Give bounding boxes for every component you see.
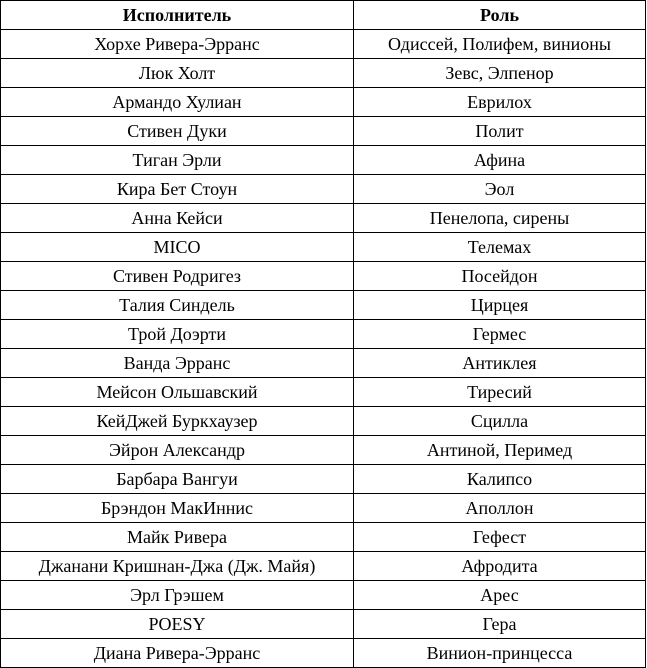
table-row (1, 581, 646, 610)
role-cell: Афина (354, 146, 646, 175)
table-row (1, 320, 646, 349)
role-cell: Антиклея (354, 349, 646, 378)
table-row (1, 523, 646, 552)
table-row (1, 610, 646, 639)
performer-cell: Эрл Грэшем (1, 581, 354, 610)
table-row (1, 233, 646, 262)
performer-cell: MICO (1, 233, 354, 262)
performer-cell: Анна Кейси (1, 204, 354, 233)
performer-cell: Майк Ривера (1, 523, 354, 552)
performer-cell: Трой Доэрти (1, 320, 354, 349)
performer-cell: Люк Холт (1, 59, 354, 88)
table-row (1, 262, 646, 291)
role-cell: Винион-принцесса (354, 639, 646, 668)
performer-cell: КейДжей Буркхаузер (1, 407, 354, 436)
table-header (1, 1, 646, 30)
role-cell: Телемах (354, 233, 646, 262)
performer-cell: Армандо Хулиан (1, 88, 354, 117)
role-cell: Цирцея (354, 291, 646, 320)
role-cell: Еврилох (354, 88, 646, 117)
table-row (1, 88, 646, 117)
role-cell: Афродита (354, 552, 646, 581)
performer-cell: Стивен Дуки (1, 117, 354, 146)
performer-cell: Мейсон Ольшавский (1, 378, 354, 407)
role-cell: Калипсо (354, 465, 646, 494)
table-row (1, 146, 646, 175)
table-row (1, 552, 646, 581)
table-body (1, 30, 646, 668)
table-row (1, 30, 646, 59)
table-row (1, 639, 646, 668)
role-cell: Арес (354, 581, 646, 610)
performer-cell: Тиган Эрли (1, 146, 354, 175)
table-row (1, 59, 646, 88)
table-row (1, 204, 646, 233)
performer-cell: Ванда Эрранс (1, 349, 354, 378)
role-cell: Эол (354, 175, 646, 204)
role-cell: Антиной, Перимед (354, 436, 646, 465)
role-cell: Полит (354, 117, 646, 146)
role-cell: Пенелопа, сирены (354, 204, 646, 233)
table-row (1, 175, 646, 204)
table-row (1, 378, 646, 407)
performer-cell: Джанани Кришнан-Джа (Дж. Майя) (1, 552, 354, 581)
table-row (1, 465, 646, 494)
role-cell: Гефест (354, 523, 646, 552)
table-row (1, 494, 646, 523)
performer-cell: Хорхе Ривера-Эрранс (1, 30, 354, 59)
role-cell: Зевс, Элпенор (354, 59, 646, 88)
table-row (1, 407, 646, 436)
performer-cell: Талия Синдель (1, 291, 354, 320)
role-cell: Посейдон (354, 262, 646, 291)
performer-cell: Стивен Родригез (1, 262, 354, 291)
table-row (1, 117, 646, 146)
performer-cell: POESY (1, 610, 354, 639)
role-cell: Тиресий (354, 378, 646, 407)
performer-column-header: Исполнитель (1, 1, 354, 30)
performer-cell: Диана Ривера-Эрранс (1, 639, 354, 668)
performer-cell: Брэндон МакИннис (1, 494, 354, 523)
role-cell: Аполлон (354, 494, 646, 523)
role-cell: Одиссей, Полифем, винионы (354, 30, 646, 59)
table-row (1, 291, 646, 320)
performer-cell: Эйрон Александр (1, 436, 354, 465)
header-row (1, 1, 646, 30)
role-cell: Гермес (354, 320, 646, 349)
role-cell: Гера (354, 610, 646, 639)
performer-cell: Кира Бет Стоун (1, 175, 354, 204)
role-column-header: Роль (354, 1, 646, 30)
performer-cell: Барбара Вангуи (1, 465, 354, 494)
table-row (1, 349, 646, 378)
table-row (1, 436, 646, 465)
role-cell: Сцилла (354, 407, 646, 436)
